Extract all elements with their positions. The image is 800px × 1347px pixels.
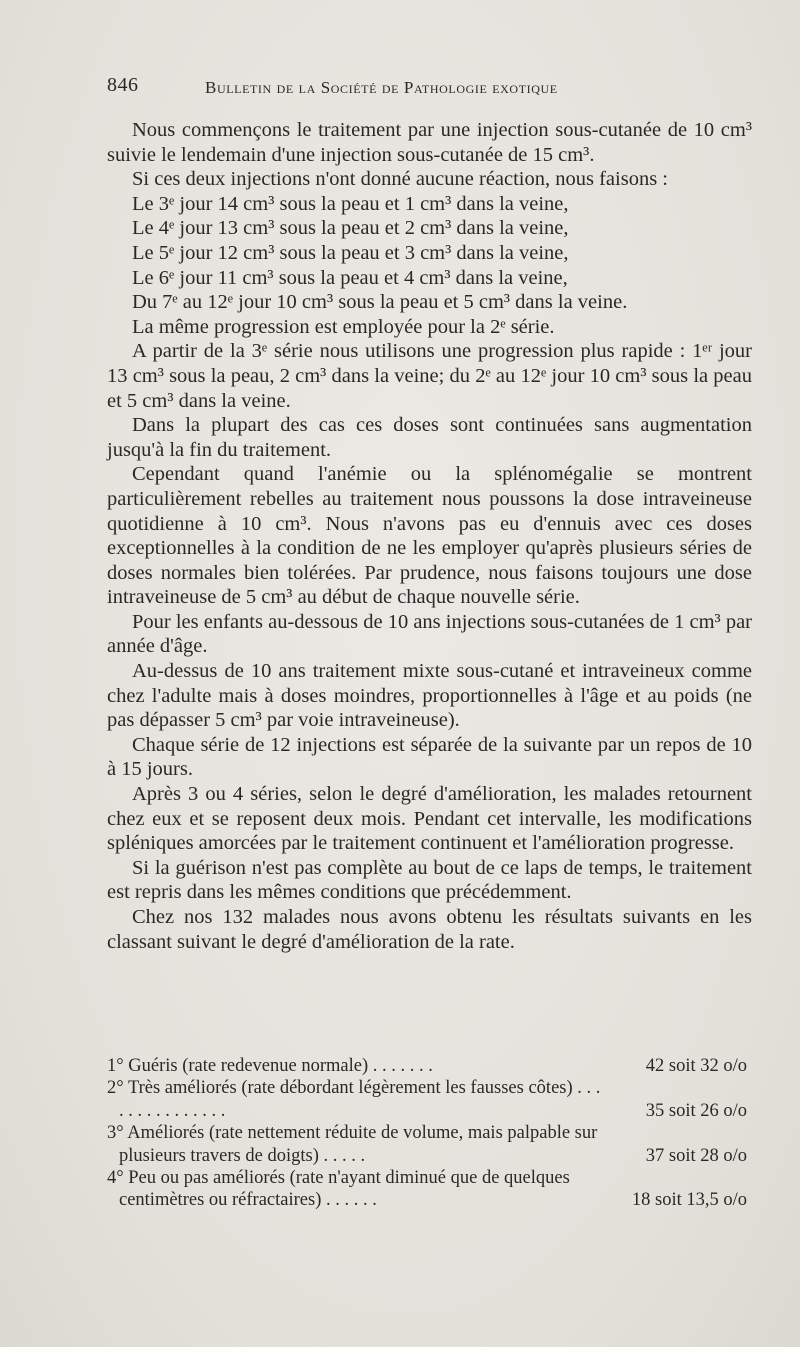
schedule-line: Du 7ᵉ au 12ᵉ jour 10 cm³ sous la peau et 5 cm³ dans la veine. — [132, 291, 628, 314]
paragraph: Si ces deux injections n'ont donné aucune réaction, nous faisons : — [132, 168, 669, 191]
paragraph: A partir de la 3ᵉ série nous utilisons une progression plus rapide : 1ᵉʳ jour 13 cm³ sous la peau, 2 cm³ dans la veine; du 2ᵉ au 12ᵉ jour 10 cm³ sous la peau et 5 cm³ dans la veine. — [107, 340, 752, 412]
result-item — [107, 1055, 747, 1077]
result-value: 18 soit 13,5 o/o — [631, 1190, 747, 1211]
running-title: Bulletin de la Société de Pathologie exotique — [205, 78, 558, 97]
paragraph: Après 3 ou 4 séries, selon le degré d'amélioration, les malades retournent chez eux et se reposent deux mois. Pendant cet intervalle, les modifications spléniques amorcées par le traitement continuent et l'amélioration progresse. — [107, 783, 752, 855]
paragraph: Cependant quand l'anémie ou la splénomégalie se montrent particulièrement rebelles au traitement nous poussons la dose intraveineuse quotidienne à 10 cm³. Nous n'avons pas eu d'ennuis avec ces doses exceptionnelles à la condition de ne les employer qu'après plusieurs séries de doses normales bien tolérées. Par prudence, nous faisons toujours une dose intraveineuse de 5 cm³ au début de chaque nouvelle série. — [107, 463, 752, 609]
paragraph: Chaque série de 12 injections est séparée de la suivante par un repos de 10 à 15 jours. — [107, 733, 752, 781]
result-value: 37 soit 28 o/o — [645, 1145, 747, 1166]
result-label: 1° Guéris (rate redevenue normale) . . . . . . . — [107, 1056, 433, 1076]
schedule-line: Le 3ᵉ jour 14 cm³ sous la peau et 1 cm³ dans la veine, — [132, 192, 569, 215]
schedule-line: Le 5ᵉ jour 12 cm³ sous la peau et 3 cm³ dans la veine, — [132, 241, 569, 264]
result-item — [107, 1122, 747, 1167]
result-label: 4° Peu ou pas améliorés (rate n'ayant diminué que de quelques centimètres ou réfractaires) . . . . . . — [107, 1168, 570, 1211]
paragraph: La même progression est employée pour la 2ᵉ série. — [132, 315, 555, 338]
schedule-line: Le 6ᵉ jour 11 cm³ sous la peau et 4 cm³ dans la veine, — [132, 266, 568, 289]
result-item — [107, 1167, 747, 1212]
page-header — [107, 72, 752, 102]
page-number: 846 — [107, 74, 139, 96]
result-label: 2° Très améliorés (rate débordant légèrement les fausses côtes) . . . . . . . . . . . . . . . — [107, 1078, 601, 1121]
paragraph: Chez nos 132 malades nous avons obtenu les résultats suivants en les classant suivant le degré d'amélioration de la rate. — [107, 906, 752, 953]
paragraph: Si la guérison n'est pas complète au bout de ce laps de temps, le traitement est repris dans les mêmes conditions que précédemment. — [107, 856, 752, 904]
schedule-line: Le 4ᵉ jour 13 cm³ sous la peau et 2 cm³ dans la veine, — [132, 217, 569, 240]
result-label: 3° Améliorés (rate nettement réduite de volume, mais palpable sur plusieurs travers de doigts) . . . . . — [107, 1123, 598, 1166]
paragraph: Nous commençons le traitement par une injection sous-cutanée de 10 cm³ suivie le lendemain d'une injection sous-cutanée de 15 cm³. — [107, 119, 752, 166]
paragraph: Dans la plupart des cas ces doses sont continuées sans augmentation jusqu'à la fin du traitement. — [107, 414, 752, 461]
results-list — [107, 1055, 747, 1212]
result-value: 35 soit 26 o/o — [645, 1100, 747, 1121]
result-item — [107, 1077, 747, 1122]
paragraph: Pour les enfants au-dessous de 10 ans injections sous-cutanées de 1 cm³ par année d'âge. — [107, 610, 752, 658]
result-value: 42 soit 32 o/o — [645, 1056, 747, 1076]
paragraph: Au-dessus de 10 ans traitement mixte sous-cutané et intraveineux comme chez l'adulte mais à doses moindres, proportionnelles à l'âge et au poids (ne pas dépasser 5 cm³ par voie intraveineuse). — [107, 660, 752, 732]
body-text — [107, 118, 752, 954]
